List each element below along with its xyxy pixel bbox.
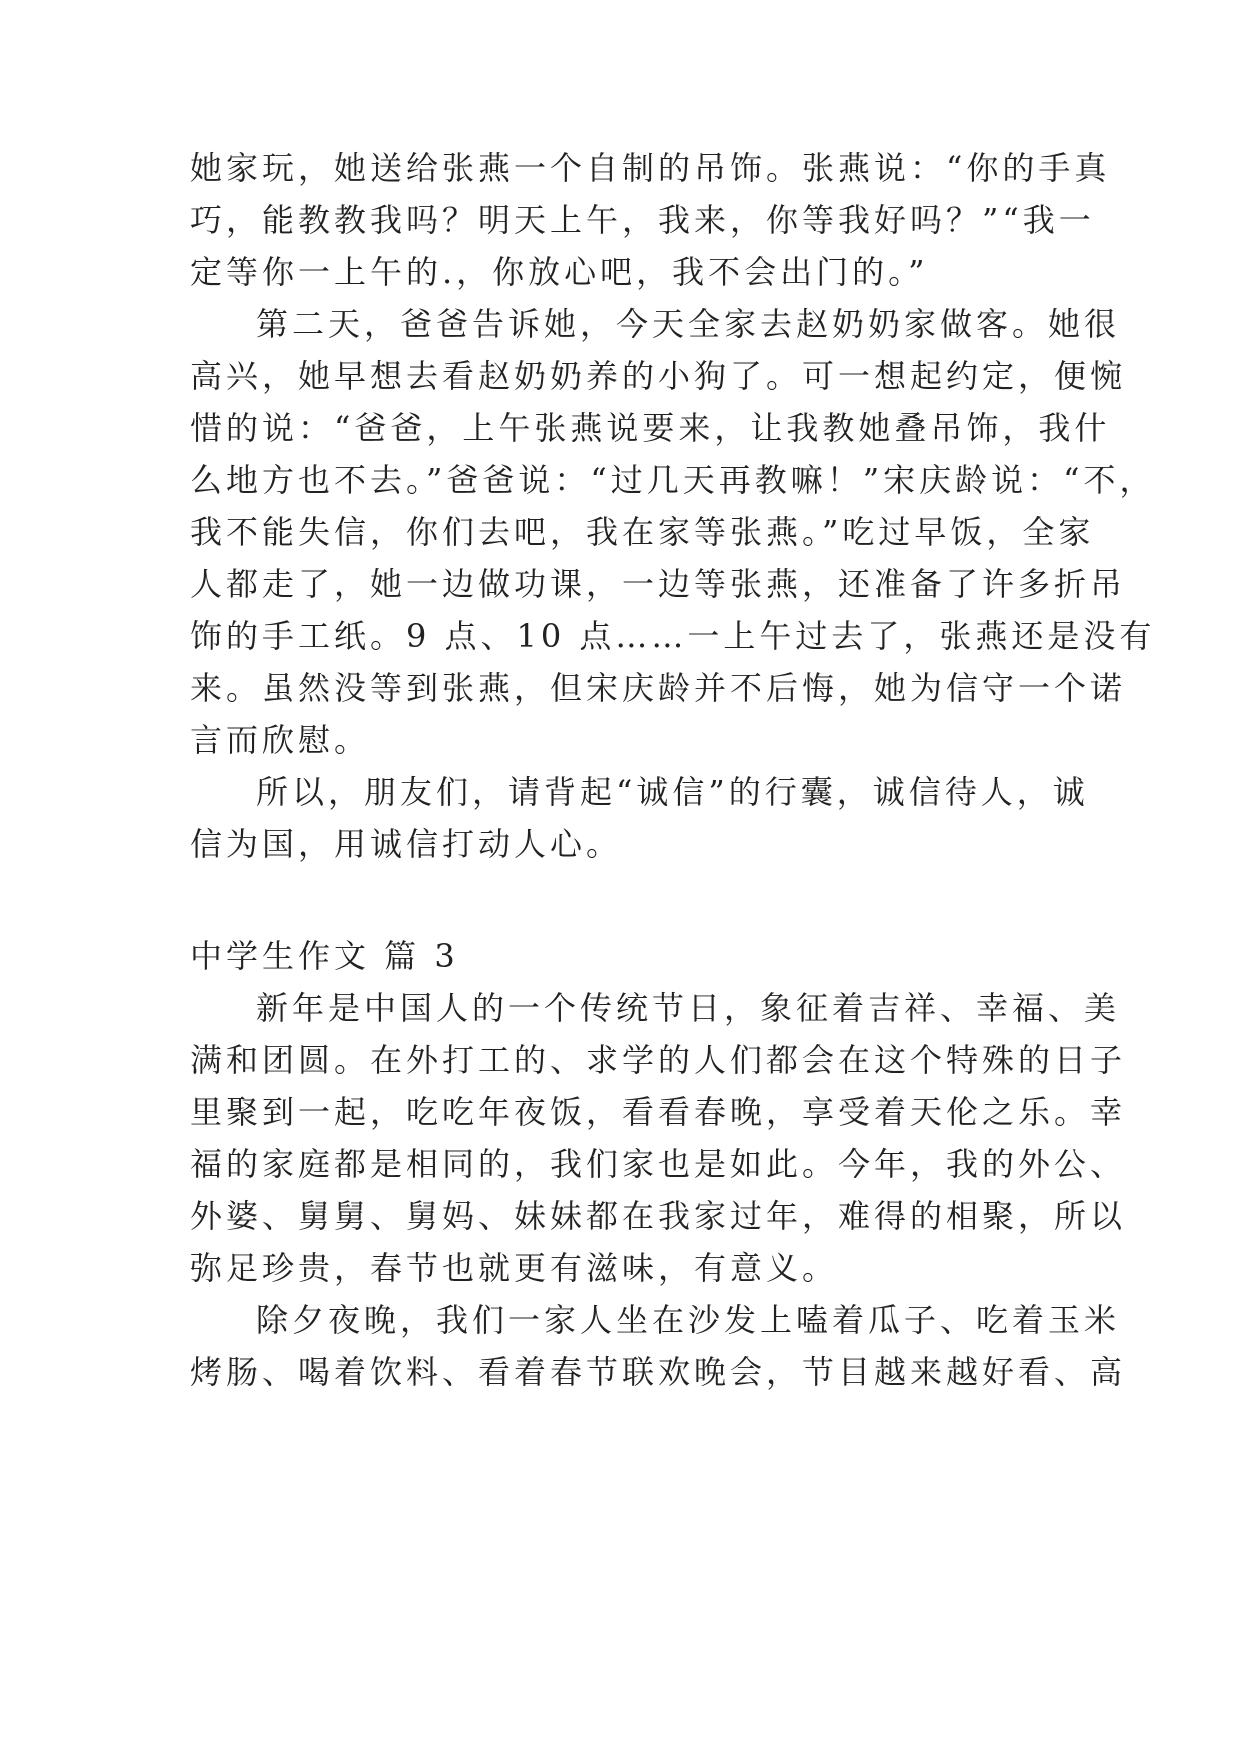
paragraph-line: 信为国，用诚信打动人心。 (190, 825, 623, 863)
paragraph-line: 除夕夜晚，我们一家人坐在沙发上嗑着瓜子、吃着玉米 (256, 1301, 1121, 1339)
paragraph-line: 外婆、舅舅、舅妈、妹妹都在我家过年，难得的相聚，所以 (190, 1197, 1127, 1235)
paragraph-line: 人都走了，她一边做功课，一边等张燕，还准备了许多折吊 (190, 565, 1127, 603)
paragraph-line: 饰的手工纸。9 点、10 点……一上午过去了，张燕还是没有 (190, 617, 1156, 655)
paragraph-line: 里聚到一起，吃吃年夜饭，看看春晚，享受着天伦之乐。幸 (190, 1093, 1127, 1131)
paragraph-line: 定等你一上午的.，你放心吧，我不会出门的。” (190, 253, 929, 291)
section-heading: 中学生作文 篇 3 (190, 937, 459, 975)
paragraph-line: 来。虽然没等到张燕，但宋庆龄并不后悔，她为信守一个诺 (190, 669, 1127, 707)
paragraph-line: 新年是中国人的一个传统节日，象征着吉祥、幸福、美 (256, 989, 1121, 1027)
paragraph-line: 福的家庭都是相同的，我们家也是如此。今年，我的外公、 (190, 1145, 1127, 1183)
paragraph-line: 第二天，爸爸告诉她，今天全家去赵奶奶家做客。她很 (256, 305, 1121, 343)
paragraph-line: 高兴，她早想去看赵奶奶养的小狗了。可一想起约定，便惋 (190, 357, 1127, 395)
paragraph-line: 惜的说：“爸爸，上午张燕说要来，让我教她叠吊饰，我什 (190, 409, 1111, 447)
paragraph-line: 满和团圆。在外打工的、求学的人们都会在这个特殊的日子 (190, 1041, 1127, 1079)
paragraph-line: 她家玩，她送给张燕一个自制的吊饰。张燕说：“你的手真 (190, 149, 1111, 187)
paragraph-line: 烤肠、喝着饮料、看着春节联欢晚会，节目越来越好看、高 (190, 1353, 1127, 1391)
paragraph-line: 弥足珍贵，春节也就更有滋味，有意义。 (190, 1249, 839, 1287)
paragraph-line: 言而欣慰。 (190, 721, 371, 759)
paragraph-line: 么地方也不去。”爸爸说：“过几天再教嘛！”宋庆龄说：“不， (190, 461, 1156, 499)
paragraph-line: 所以，朋友们，请背起“诚信”的行囊，诚信待人，诚 (256, 773, 1089, 811)
paragraph-line: 我不能失信，你们去吧，我在家等张燕。”吃过早饭，全家 (190, 513, 1095, 551)
paragraph-line: 巧，能教教我吗？明天上午，我来，你等我好吗？”“我一 (190, 201, 1095, 239)
